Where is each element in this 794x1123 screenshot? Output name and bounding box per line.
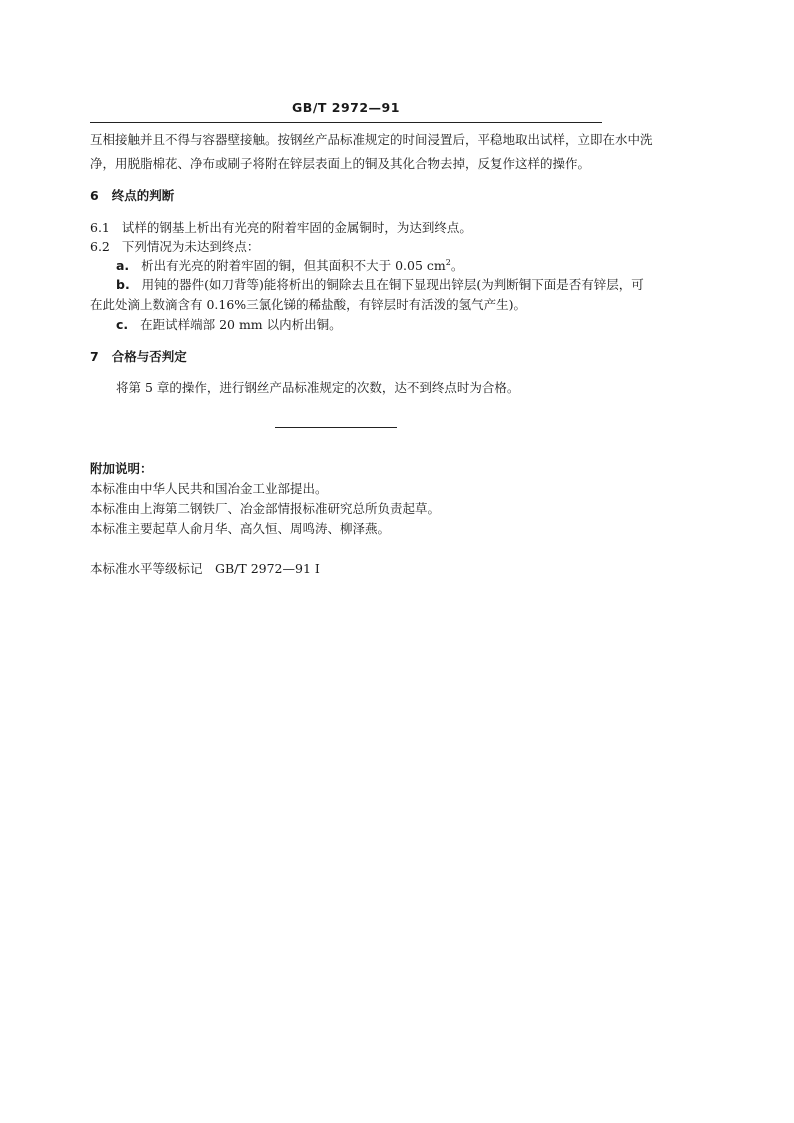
section-6-title: 终点的判断 bbox=[111, 188, 175, 203]
clause-6-2 bbox=[90, 238, 259, 256]
appendix-line-1: 本标准由中华人民共和国冶金工业部提出。 bbox=[90, 481, 328, 496]
item-b-line-2: 在此处滴上数滴含有 0.16%三氯化锑的稀盐酸，有锌层时有活泼的氢气产生)。 bbox=[90, 297, 527, 312]
section-7-text: 将第 5 章的操作，进行钢丝产品标准规定的次数，达不到终点时为合格。 bbox=[116, 380, 520, 395]
item-b-text-1: 用钝的器件(如刀背等)能将析出的铜除去且在铜下显现出锌层(为判断铜下面是否有锌层，可 bbox=[141, 277, 644, 292]
continuation-line-2: 净，用脱脂棉花、净布或刷子将附在锌层表面上的铜及其化合物去掉，反复作这样的操作。 bbox=[90, 156, 591, 171]
appendix-title: 附加说明： bbox=[90, 461, 153, 476]
header-rule bbox=[90, 122, 602, 123]
section-7-number: 7 bbox=[90, 349, 99, 364]
item-a-text: 析出有光亮的附着牢固的铜，但其面积不大于 0.05 cm bbox=[141, 258, 446, 273]
clause-6-1-text: 试样的钢基上析出有光亮的附着牢固的金属铜时，为达到终点。 bbox=[121, 220, 472, 235]
item-a bbox=[116, 257, 463, 275]
item-c bbox=[116, 316, 342, 334]
item-c-text: 在距试样端部 20 mm 以内析出铜。 bbox=[140, 317, 342, 332]
section-7-heading bbox=[90, 348, 187, 366]
clause-6-1-number: 6.1 bbox=[90, 220, 110, 235]
appendix-line-2: 本标准由上海第二钢铁厂、冶金部情报标准研究总所负责起草。 bbox=[90, 501, 441, 516]
item-a-end: 。 bbox=[450, 258, 464, 273]
clause-6-1 bbox=[90, 219, 472, 237]
page-header-title: GB/T 2972—91 bbox=[292, 100, 400, 115]
section-6-heading bbox=[90, 187, 174, 205]
item-b-line-1 bbox=[116, 276, 644, 294]
item-b-label: b. bbox=[116, 277, 130, 292]
appendix-line-3: 本标准主要起草人俞月华、高久恒、周鸣涛、柳泽燕。 bbox=[90, 521, 391, 536]
clause-6-2-text: 下列情况为未达到终点： bbox=[121, 239, 260, 254]
section-6-number: 6 bbox=[90, 188, 99, 203]
clause-6-2-number: 6.2 bbox=[90, 239, 110, 254]
item-a-label: a. bbox=[116, 258, 130, 273]
standard-level-mark: 本标准水平等级标记 GB/T 2972—91 I bbox=[90, 561, 320, 576]
item-a-superscript: 2 bbox=[445, 257, 451, 267]
item-c-label: c. bbox=[116, 317, 129, 332]
end-separator-rule bbox=[275, 427, 397, 428]
continuation-line-1: 互相接触并且不得与容器壁接触。按钢丝产品标准规定的时间浸置后，平稳地取出试样，立即在水中洗 bbox=[90, 132, 653, 147]
section-7-title: 合格与否判定 bbox=[111, 349, 187, 364]
